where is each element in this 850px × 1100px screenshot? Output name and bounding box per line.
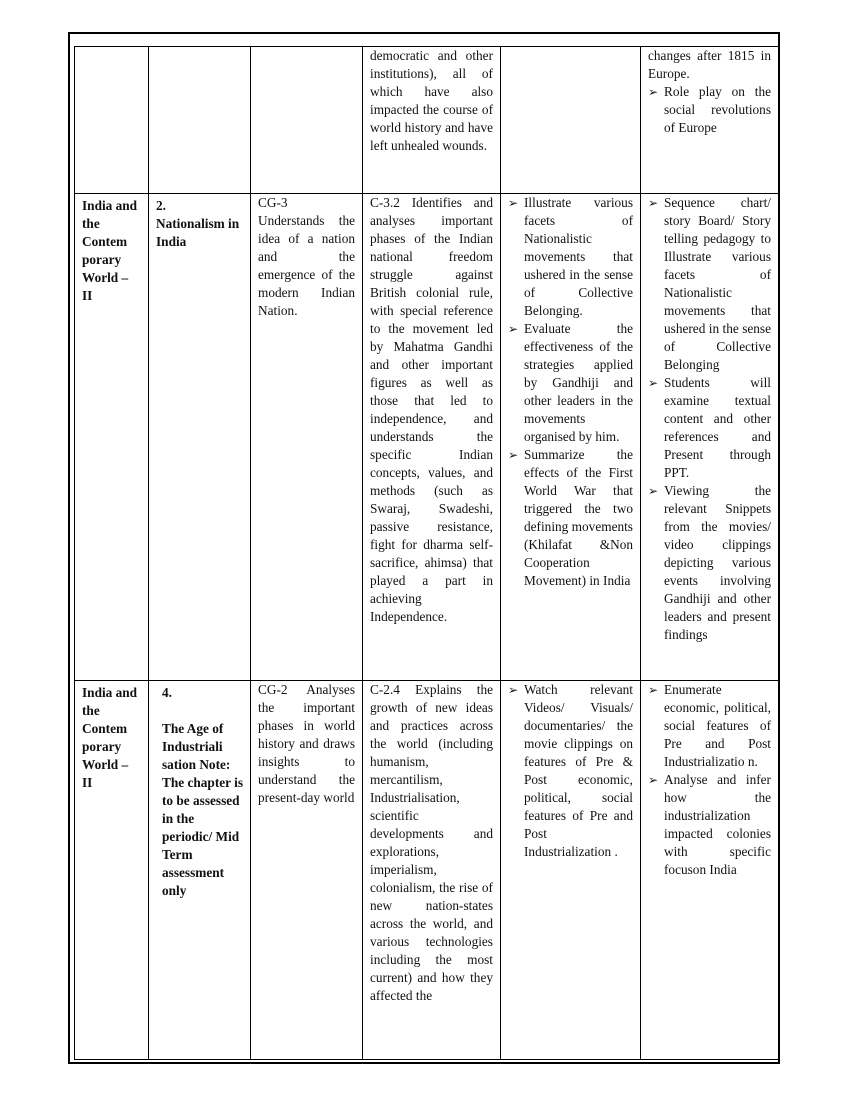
arrow-bullet-icon: ➢: [508, 322, 519, 336]
competency-cell: democratic and other institutions), all of which have also impacted the course of world history and have left unhealed wounds.: [363, 47, 501, 194]
list-item: ➢ Illustrate various facets of Nationalistic movements that ushered in the sense of Collective Belonging.: [508, 195, 633, 318]
list-item: ➢ Sequence chart/ story Board/ Story telling pedagogy to Illustrate various facets of Nationalistic movements that ushered in the sense of Collective Belonging: [648, 195, 771, 372]
table-row: [75, 681, 779, 1060]
competency-cell: C-2.4 Explains the growth of new ideas and practices across the world (including humanism, mercantilism, Industrialisation, scientific developments and explorations, imperialism, colonialism, the rise of new nation-states across the world, and various technologies including the most current) and how they affected the: [363, 681, 501, 1060]
curricular-goal-cell: CG-2 Analyses the important phases in world history and draws insights to understand the present-day world: [251, 681, 363, 1060]
pedagogy-cell: [641, 681, 779, 1060]
arrow-bullet-icon: ➢: [648, 773, 659, 787]
list-item: ➢ Evaluate the effectiveness of the strategies applied by Gandhiji and other leaders in the movements organised by him.: [508, 321, 633, 444]
chapter-cell: [149, 47, 251, 194]
chapter-cell: 4. The Age of Industriali sation Note: The chapter is to be assessed in the periodic/ Mid Term assessment only: [149, 681, 251, 1060]
learning-outcomes-cell: [501, 47, 641, 194]
pedagogy-cell: [641, 194, 779, 681]
arrow-bullet-icon: ➢: [648, 196, 659, 210]
arrow-bullet-icon: ➢: [648, 376, 659, 390]
book-cell: [75, 47, 149, 194]
arrow-bullet-icon: ➢: [508, 683, 519, 697]
book-cell: India and the Contem porary World – II: [75, 681, 149, 1060]
list-item: ➢ Analyse and infer how the industrialization impacted colonies with specific focuson India: [648, 772, 771, 877]
pedagogy-cell: [641, 47, 779, 194]
list-item: ➢ Watch relevant Videos/ Visuals/ documentaries/ the movie clippings on features of Pre & Post economic, political, social features of Pre and Post Industrialization .: [508, 682, 633, 859]
list-item: ➢ Enumerate economic, political, social features of Pre and Post Industrializatio n.: [648, 682, 771, 769]
learning-outcomes-cell: [501, 194, 641, 681]
competency-cell: C-3.2 Identifies and analyses important phases of the Indian national freedom struggle against British colonial rule, with special reference to the movement led by Mahatma Gandhi and other important figures as well as those that led to independence, and understands the specific Indian concepts, values, and methods (such as Swaraj, Swadeshi, passive resistance, fight for dharma self-sacrifice, ahimsa) that played a part in achieving Independence.: [363, 194, 501, 681]
arrow-bullet-icon: ➢: [648, 484, 659, 498]
curricular-goal-cell: CG-3 Understands the idea of a nation and the emergence of the modern Indian Nation.: [251, 194, 363, 681]
learning-outcomes-cell: [501, 681, 641, 1060]
table-row: [75, 194, 779, 681]
pedagogy-continued-text: changes after 1815 in Europe.: [648, 48, 771, 81]
arrow-bullet-icon: ➢: [508, 196, 519, 210]
arrow-bullet-icon: ➢: [648, 683, 659, 697]
curricular-goal-cell: [251, 47, 363, 194]
list-item: ➢ Viewing the relevant Snippets from the movies/ video clippings depicting various events involving Gandhiji and other leaders and present findings: [648, 483, 771, 642]
book-cell: India and the Contem porary World – II: [75, 194, 149, 681]
arrow-bullet-icon: ➢: [648, 85, 659, 99]
chapter-cell: 2. Nationalism in India: [149, 194, 251, 681]
list-item: ➢ Students will examine textual content and other references and Present through PPT.: [648, 375, 771, 480]
list-item: ➢ Role play on the social revolutions of Europe: [648, 84, 771, 135]
table-row: [75, 47, 779, 194]
arrow-bullet-icon: ➢: [508, 448, 519, 462]
list-item: ➢ Summarize the effects of the First World War that triggered the two defining movements (Khilafat &Non Cooperation Movement) in India: [508, 447, 633, 588]
curriculum-table: [74, 46, 779, 1060]
